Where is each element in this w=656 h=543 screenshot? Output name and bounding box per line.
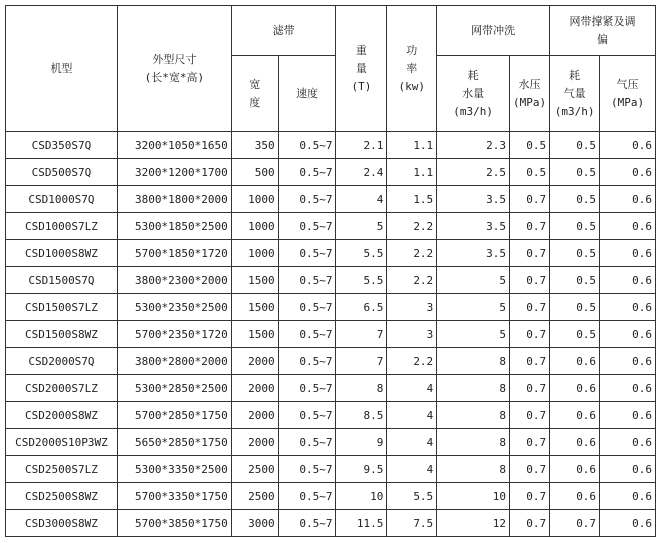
cell-weight: 8	[336, 375, 387, 402]
spec-table	[5, 5, 656, 537]
cell-belt-width: 2500	[231, 483, 278, 510]
cell-belt-speed: 0.5~7	[278, 402, 336, 429]
table-row	[6, 402, 656, 429]
cell-belt-width: 1500	[231, 294, 278, 321]
cell-belt-speed: 0.5~7	[278, 483, 336, 510]
cell-size: 5300*2850*2500	[117, 375, 231, 402]
cell-power: 1.1	[387, 132, 437, 159]
header-wash: 网带冲洗	[437, 6, 550, 56]
cell-model: CSD1500S8WZ	[6, 321, 118, 348]
cell-tension-pressure: 0.6	[600, 186, 656, 213]
cell-tension-pressure: 0.6	[600, 321, 656, 348]
cell-belt-speed: 0.5~7	[278, 510, 336, 537]
cell-size: 5300*1850*2500	[117, 213, 231, 240]
cell-tension-air: 0.6	[550, 375, 600, 402]
cell-size: 3800*2800*2000	[117, 348, 231, 375]
cell-wash-pressure: 0.7	[509, 213, 549, 240]
cell-belt-speed: 0.5~7	[278, 456, 336, 483]
cell-wash-water: 10	[437, 483, 510, 510]
header-weight: 重 量 (T)	[336, 6, 387, 132]
cell-belt-speed: 0.5~7	[278, 348, 336, 375]
cell-belt-width: 500	[231, 159, 278, 186]
cell-power: 1.1	[387, 159, 437, 186]
cell-model: CSD2000S8WZ	[6, 402, 118, 429]
cell-tension-pressure: 0.6	[600, 132, 656, 159]
cell-belt-speed: 0.5~7	[278, 321, 336, 348]
cell-model: CSD2500S7LZ	[6, 456, 118, 483]
cell-tension-air: 0.5	[550, 159, 600, 186]
cell-tension-air: 0.5	[550, 240, 600, 267]
cell-wash-pressure: 0.5	[509, 132, 549, 159]
cell-belt-width: 1500	[231, 321, 278, 348]
cell-belt-width: 1000	[231, 213, 278, 240]
cell-tension-pressure: 0.6	[600, 213, 656, 240]
cell-wash-pressure: 0.7	[509, 456, 549, 483]
cell-wash-water: 3.5	[437, 240, 510, 267]
cell-size: 5700*1850*1720	[117, 240, 231, 267]
cell-wash-pressure: 0.7	[509, 240, 549, 267]
cell-belt-width: 3000	[231, 510, 278, 537]
cell-wash-pressure: 0.7	[509, 402, 549, 429]
cell-wash-water: 3.5	[437, 213, 510, 240]
header-tension: 网带撑紧及调 偏	[550, 6, 656, 56]
cell-wash-pressure: 0.7	[509, 429, 549, 456]
header-belt-width: 宽 度	[231, 56, 278, 132]
cell-size: 5700*3850*1750	[117, 510, 231, 537]
cell-weight: 11.5	[336, 510, 387, 537]
cell-power: 2.2	[387, 213, 437, 240]
cell-tension-pressure: 0.6	[600, 240, 656, 267]
table-row	[6, 429, 656, 456]
cell-size: 5300*2350*2500	[117, 294, 231, 321]
cell-power: 1.5	[387, 186, 437, 213]
table-row	[6, 186, 656, 213]
cell-weight: 10	[336, 483, 387, 510]
table-row	[6, 213, 656, 240]
cell-wash-pressure: 0.7	[509, 510, 549, 537]
cell-belt-width: 1000	[231, 240, 278, 267]
cell-model: CSD3000S8WZ	[6, 510, 118, 537]
cell-size: 5650*2850*1750	[117, 429, 231, 456]
cell-wash-pressure: 0.7	[509, 186, 549, 213]
cell-belt-width: 2000	[231, 348, 278, 375]
cell-weight: 5.5	[336, 267, 387, 294]
cell-wash-water: 8	[437, 375, 510, 402]
cell-weight: 2.1	[336, 132, 387, 159]
cell-tension-pressure: 0.6	[600, 267, 656, 294]
cell-belt-speed: 0.5~7	[278, 213, 336, 240]
cell-belt-width: 1000	[231, 186, 278, 213]
cell-belt-width: 2000	[231, 402, 278, 429]
header-model: 机型	[6, 6, 118, 132]
table-row	[6, 456, 656, 483]
cell-belt-speed: 0.5~7	[278, 375, 336, 402]
cell-size: 5700*2350*1720	[117, 321, 231, 348]
table-row	[6, 159, 656, 186]
cell-model: CSD1000S7LZ	[6, 213, 118, 240]
cell-wash-water: 5	[437, 267, 510, 294]
cell-wash-water: 3.5	[437, 186, 510, 213]
cell-tension-pressure: 0.6	[600, 375, 656, 402]
header-wash-pressure: 水压 (MPa)	[509, 56, 549, 132]
cell-belt-speed: 0.5~7	[278, 240, 336, 267]
cell-tension-air: 0.5	[550, 294, 600, 321]
cell-model: CSD2000S7LZ	[6, 375, 118, 402]
cell-tension-pressure: 0.6	[600, 348, 656, 375]
cell-model: CSD500S7Q	[6, 159, 118, 186]
cell-belt-width: 2000	[231, 429, 278, 456]
cell-belt-width: 2500	[231, 456, 278, 483]
cell-wash-water: 8	[437, 456, 510, 483]
table-row	[6, 483, 656, 510]
cell-tension-air: 0.5	[550, 267, 600, 294]
cell-tension-air: 0.5	[550, 186, 600, 213]
cell-belt-width: 350	[231, 132, 278, 159]
cell-model: CSD1000S7Q	[6, 186, 118, 213]
cell-model: CSD2500S8WZ	[6, 483, 118, 510]
cell-power: 4	[387, 402, 437, 429]
cell-power: 2.2	[387, 267, 437, 294]
cell-power: 4	[387, 375, 437, 402]
cell-wash-water: 5	[437, 294, 510, 321]
cell-weight: 9.5	[336, 456, 387, 483]
cell-tension-pressure: 0.6	[600, 510, 656, 537]
header-tension-air: 耗 气量 (m3/h)	[550, 56, 600, 132]
cell-size: 3800*1800*2000	[117, 186, 231, 213]
cell-wash-pressure: 0.7	[509, 294, 549, 321]
cell-power: 4	[387, 429, 437, 456]
cell-model: CSD350S7Q	[6, 132, 118, 159]
cell-model: CSD2000S7Q	[6, 348, 118, 375]
table-row	[6, 294, 656, 321]
cell-size: 3200*1050*1650	[117, 132, 231, 159]
cell-power: 2.2	[387, 348, 437, 375]
header-wash-water: 耗 水量 (m3/h)	[437, 56, 510, 132]
cell-tension-air: 0.7	[550, 510, 600, 537]
cell-tension-air: 0.5	[550, 321, 600, 348]
cell-wash-water: 8	[437, 402, 510, 429]
cell-power: 2.2	[387, 240, 437, 267]
table-row	[6, 240, 656, 267]
cell-belt-speed: 0.5~7	[278, 186, 336, 213]
cell-weight: 5	[336, 213, 387, 240]
cell-weight: 7	[336, 348, 387, 375]
cell-belt-speed: 0.5~7	[278, 159, 336, 186]
cell-tension-air: 0.6	[550, 402, 600, 429]
header-size: 外型尺寸 (长*宽*高)	[117, 6, 231, 132]
cell-weight: 6.5	[336, 294, 387, 321]
cell-tension-pressure: 0.6	[600, 159, 656, 186]
cell-weight: 8.5	[336, 402, 387, 429]
cell-power: 7.5	[387, 510, 437, 537]
table-row	[6, 132, 656, 159]
cell-tension-air: 0.6	[550, 348, 600, 375]
cell-power: 3	[387, 321, 437, 348]
cell-model: CSD1500S7Q	[6, 267, 118, 294]
cell-wash-water: 5	[437, 321, 510, 348]
cell-belt-width: 2000	[231, 375, 278, 402]
cell-power: 3	[387, 294, 437, 321]
cell-wash-water: 8	[437, 429, 510, 456]
cell-belt-width: 1500	[231, 267, 278, 294]
cell-model: CSD2000S10P3WZ	[6, 429, 118, 456]
header-tension-pressure: 气压 (MPa)	[600, 56, 656, 132]
table-row	[6, 375, 656, 402]
cell-power: 5.5	[387, 483, 437, 510]
table-row	[6, 267, 656, 294]
cell-belt-speed: 0.5~7	[278, 132, 336, 159]
cell-wash-pressure: 0.7	[509, 267, 549, 294]
cell-size: 3800*2300*2000	[117, 267, 231, 294]
cell-size: 5700*2850*1750	[117, 402, 231, 429]
cell-tension-air: 0.6	[550, 483, 600, 510]
header-belt: 滤带	[231, 6, 336, 56]
cell-weight: 5.5	[336, 240, 387, 267]
cell-tension-air: 0.6	[550, 456, 600, 483]
cell-wash-water: 8	[437, 348, 510, 375]
cell-model: CSD1500S7LZ	[6, 294, 118, 321]
cell-tension-air: 0.5	[550, 213, 600, 240]
cell-wash-water: 2.3	[437, 132, 510, 159]
cell-tension-air: 0.6	[550, 429, 600, 456]
cell-wash-pressure: 0.7	[509, 375, 549, 402]
table-row	[6, 510, 656, 537]
cell-size: 5300*3350*2500	[117, 456, 231, 483]
cell-weight: 4	[336, 186, 387, 213]
cell-tension-pressure: 0.6	[600, 456, 656, 483]
cell-tension-pressure: 0.6	[600, 429, 656, 456]
header-power: 功 率 (kw)	[387, 6, 437, 132]
cell-wash-pressure: 0.7	[509, 321, 549, 348]
cell-tension-pressure: 0.6	[600, 483, 656, 510]
cell-wash-water: 2.5	[437, 159, 510, 186]
cell-size: 5700*3350*1750	[117, 483, 231, 510]
table-body	[6, 132, 656, 537]
table-header	[6, 6, 656, 132]
cell-tension-pressure: 0.6	[600, 294, 656, 321]
cell-wash-pressure: 0.7	[509, 348, 549, 375]
cell-wash-pressure: 0.5	[509, 159, 549, 186]
cell-weight: 7	[336, 321, 387, 348]
cell-wash-pressure: 0.7	[509, 483, 549, 510]
cell-model: CSD1000S8WZ	[6, 240, 118, 267]
table-row	[6, 321, 656, 348]
table-row	[6, 348, 656, 375]
cell-belt-speed: 0.5~7	[278, 294, 336, 321]
cell-size: 3200*1200*1700	[117, 159, 231, 186]
cell-tension-pressure: 0.6	[600, 402, 656, 429]
cell-belt-speed: 0.5~7	[278, 267, 336, 294]
cell-belt-speed: 0.5~7	[278, 429, 336, 456]
cell-weight: 2.4	[336, 159, 387, 186]
cell-weight: 9	[336, 429, 387, 456]
cell-power: 4	[387, 456, 437, 483]
header-belt-speed: 速度	[278, 56, 336, 132]
cell-tension-air: 0.5	[550, 132, 600, 159]
cell-wash-water: 12	[437, 510, 510, 537]
